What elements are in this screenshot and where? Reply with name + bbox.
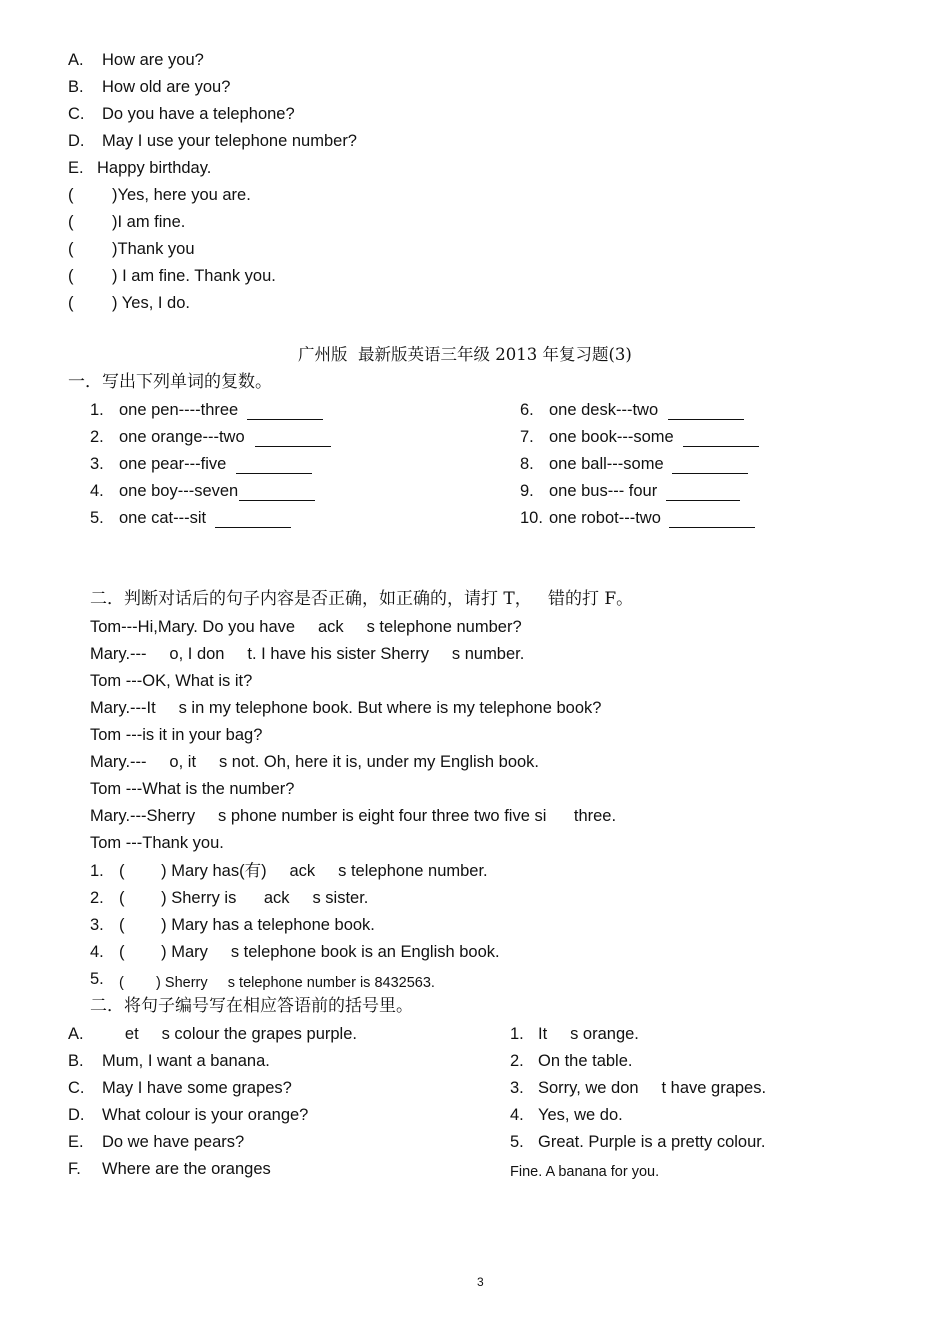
reply-item: 5. Great. Purple is a pretty colour. <box>510 1133 766 1151</box>
plural-item: 5. one cat---sit <box>90 508 291 528</box>
page-title: 广州版 最新版英语三年级 2013 年复习题(3) <box>298 345 632 364</box>
section2-heading: 二．判断对话后的句子内容是否正确，如正确的，请打 T， 错的打 F。 <box>90 589 634 609</box>
statement-item: 2. ( ) Sherry is ack s sister. <box>90 889 369 907</box>
plural-item: 7. one book---some <box>520 427 759 447</box>
plural-item: 9. one bus--- four <box>520 481 740 501</box>
answer-blank[interactable] <box>683 428 759 447</box>
plural-item: 10. one robot---two <box>520 508 755 528</box>
reply-item-extra: Fine. A banana for you. <box>510 1164 660 1180</box>
answer-blank[interactable] <box>668 401 744 420</box>
statement-item: 1. ( ) Mary has(有) ack s telephone number. <box>90 862 488 880</box>
plural-item: 6. one desk---two <box>520 400 744 420</box>
page-number: 3 <box>477 1275 484 1289</box>
dialogue-line: Mary.---Sherry s phone number is eight four three two five si three. <box>90 807 617 825</box>
dialogue-line: Tom ---is it in your bag? <box>90 726 263 744</box>
sentence-item: F. Where are the oranges <box>68 1160 271 1178</box>
dialogue-line: Tom ---OK, What is it? <box>90 672 253 690</box>
plural-item: 3. one pear---five <box>90 454 312 474</box>
answer-blank[interactable] <box>672 455 748 474</box>
answer-item: ( )I am fine. <box>68 213 186 231</box>
plural-item: 4. one boy---seven <box>90 481 315 501</box>
question-item: E. Happy birthday. <box>68 159 212 177</box>
dialogue-line: Tom ---Thank you. <box>90 834 224 852</box>
answer-blank[interactable] <box>236 455 312 474</box>
plural-item: 8. one ball---some <box>520 454 748 474</box>
sentence-item: B. Mum, I want a banana. <box>68 1052 270 1070</box>
dialogue-line: Mary.--- o, it s not. Oh, here it is, under my English book. <box>90 753 540 771</box>
question-item: A. How are you? <box>68 51 204 69</box>
section1-heading: 一．写出下列单词的复数。 <box>68 372 272 392</box>
statement-item: 4. ( ) Mary s telephone book is an English book. <box>90 943 500 961</box>
statement-item: 3. ( ) Mary has a telephone book. <box>90 916 375 934</box>
answer-item: ( ) Yes, I do. <box>68 294 190 312</box>
answer-item: ( )Yes, here you are. <box>68 186 251 204</box>
question-item: B. How old are you? <box>68 78 231 96</box>
answer-blank[interactable] <box>669 509 755 528</box>
answer-blank[interactable] <box>239 482 315 501</box>
question-item: C. Do you have a telephone? <box>68 105 295 123</box>
sentence-item: D. What colour is your orange? <box>68 1106 309 1124</box>
question-item: D. May I use your telephone number? <box>68 132 357 150</box>
reply-item: 4. Yes, we do. <box>510 1106 623 1124</box>
reply-item: 1. It s orange. <box>510 1025 639 1043</box>
reply-item: 3. Sorry, we don t have grapes. <box>510 1079 767 1097</box>
dialogue-line: Tom ---What is the number? <box>90 780 295 798</box>
section3-heading: 二．将句子编号写在相应答语前的括号里。 <box>90 996 413 1016</box>
sentence-item: C. May I have some grapes? <box>68 1079 292 1097</box>
dialogue-line: Mary.---It s in my telephone book. But where is my telephone book? <box>90 699 602 717</box>
reply-item: 2. On the table. <box>510 1052 633 1070</box>
sentence-item: A. et s colour the grapes purple. <box>68 1025 357 1043</box>
answer-blank[interactable] <box>255 428 331 447</box>
dialogue-line: Tom---Hi,Mary. Do you have ack s telephone number? <box>90 618 522 636</box>
sentence-item: E. Do we have pears? <box>68 1133 245 1151</box>
plural-item: 2. one orange---two <box>90 427 331 447</box>
answer-blank[interactable] <box>666 482 740 501</box>
statement-item: 5. ( ) Sherry s telephone number is 8432563. <box>90 970 435 991</box>
answer-item: ( )Thank you <box>68 240 195 258</box>
dialogue-line: Mary.--- o, I don t. I have his sister Sherry s number. <box>90 645 525 663</box>
answer-blank[interactable] <box>215 509 291 528</box>
plural-item: 1. one pen----three <box>90 400 323 420</box>
answer-blank[interactable] <box>247 401 323 420</box>
answer-item: ( ) I am fine. Thank you. <box>68 267 276 285</box>
